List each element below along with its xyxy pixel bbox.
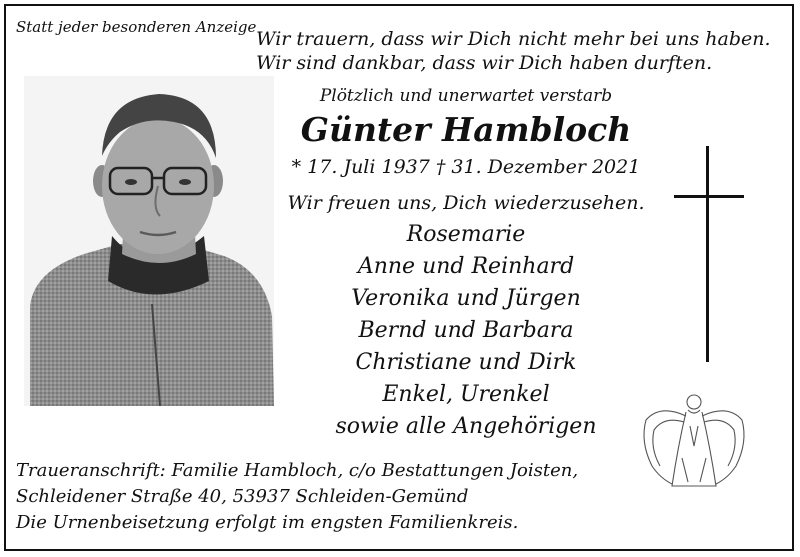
motto-line-2: Wir sind dankbar, dass wir Dich haben durften. [256, 52, 713, 74]
intro-text: Plötzlich und unerwartet verstarb [319, 86, 613, 106]
footer-address-line-1: Traueranschrift: Familie Hambloch, c/o Bestattungen Joisten, [16, 460, 579, 481]
portrait-photo [24, 76, 274, 406]
life-dates: * 17. Juli 1937 † 31. Dezember 2021 [291, 156, 641, 178]
mourner-line: Anne und Reinhard [357, 254, 575, 279]
footer-burial-note: Die Urnenbeisetzung erfolgt im engsten Familienkreis. [16, 512, 519, 533]
deceased-name: Günter Hambloch [300, 110, 632, 149]
motto-line-1: Wir trauern, dass wir Dich nicht mehr bei uns haben. [256, 28, 771, 50]
mourner-line: Veronika und Jürgen [351, 286, 581, 311]
angel-icon [638, 386, 750, 490]
mourner-line: sowie alle Angehörigen [335, 414, 597, 439]
cross-icon [674, 146, 744, 362]
mourner-line: Rosemarie [406, 222, 526, 247]
verse-text: Wir freuen uns, Dich wiederzusehen. [287, 192, 645, 214]
mourner-line: Christiane und Dirk [355, 350, 577, 375]
mourner-line: Bernd und Barbara [358, 318, 574, 343]
footer-address-line-2: Schleidener Straße 40, 53937 Schleiden-Gemünd [16, 486, 469, 507]
header-note: Statt jeder besonderen Anzeige [16, 18, 257, 36]
mourner-line: Enkel, Urenkel [382, 382, 550, 407]
